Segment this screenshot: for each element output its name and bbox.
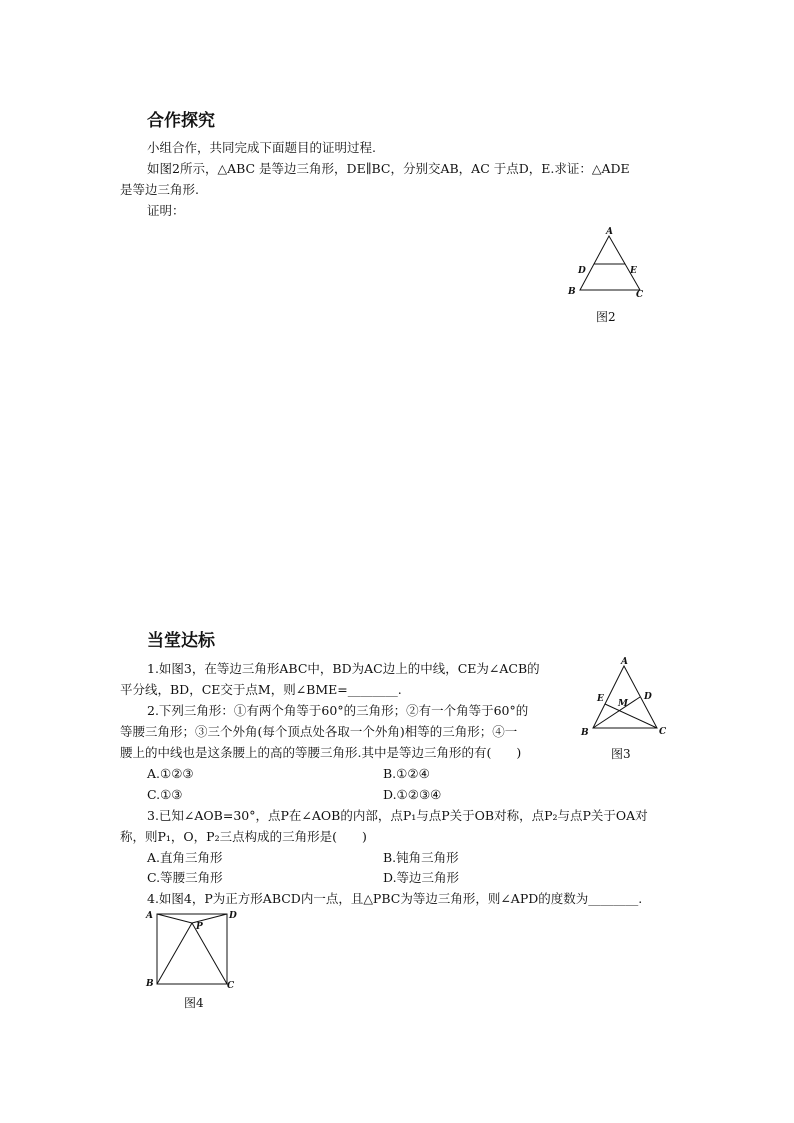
figure-2 (565, 226, 655, 306)
q1-line2: 平分线，BD，CE交于点M，则∠BME=________. (120, 682, 402, 697)
problem-text-line1: 如图2所示，△ABC 是等边三角形，DE∥BC，分别交AB，AC 于点D，E.求证：△ADE (147, 161, 630, 176)
figure3-label-m: M (618, 699, 628, 709)
figure4-label-d: D (229, 911, 237, 921)
q2-line3: 腰上的中线也是这条腰上的高的等腰三角形.其中是等边三角形的有( ) (120, 745, 522, 760)
q3-line2: 称，则P₁，O，P₂三点构成的三角形是( ) (120, 829, 367, 844)
figure3-label-d: D (644, 692, 652, 702)
proof-label: 证明： (147, 203, 185, 218)
section-heading-classroom-check: 当堂达标 (147, 631, 215, 651)
q4-line1: 4.如图4，P为正方形ABCD内一点，且△PBC为等边三角形，则∠APD的度数为________. (147, 891, 643, 906)
figure2-label-b: B (568, 287, 576, 297)
figure4-label-c: C (227, 981, 235, 991)
figure2-caption: 图2 (596, 310, 616, 324)
q2-option-c: C.①③ (147, 787, 183, 802)
figure3-caption: 图3 (611, 747, 631, 761)
figure4-square-abcd (157, 914, 227, 984)
q3-line1: 3.已知∠AOB=30°，点P在∠AOB的内部，点P₁与点P关于OB对称，点P₂与点P关于OA对 (147, 808, 648, 823)
q3-option-d: D.等边三角形 (383, 870, 460, 885)
figure2-label-e: E (630, 266, 637, 276)
figure4-segment-ap (157, 914, 192, 923)
figure4-label-a: A (146, 911, 153, 921)
figure4-label-b: B (146, 979, 154, 989)
figure4-segment-cp (192, 923, 227, 984)
q3-option-c: C.等腰三角形 (147, 870, 223, 885)
figure3-label-c: C (659, 727, 667, 737)
problem-text-line2: 是等边三角形. (120, 182, 199, 197)
q2-line1: 2.下列三角形：①有两个角等于60°的三角形；②有一个角等于60°的 (147, 703, 529, 718)
intro-text: 小组合作，共同完成下面题目的证明过程. (147, 140, 376, 155)
q2-option-d: D.①②③④ (383, 787, 442, 802)
figure3-label-b: B (581, 728, 589, 738)
q3-option-b: B.钝角三角形 (383, 850, 459, 865)
figure2-label-d: D (578, 266, 586, 276)
figure3-label-a: A (621, 657, 628, 667)
figure4-label-p: P (196, 922, 203, 932)
figure-4 (143, 906, 243, 996)
figure-3 (578, 656, 673, 740)
q3-option-a: A.直角三角形 (147, 850, 223, 865)
q2-line2: 等腰三角形；③三个外角(每个顶点处各取一个外角)相等的三角形；④一 (120, 724, 518, 739)
section-heading-cooperative-inquiry: 合作探究 (147, 111, 215, 131)
figure2-triangle-abc (580, 236, 640, 290)
figure2-label-a: A (606, 227, 613, 237)
figure4-caption: 图4 (184, 996, 204, 1010)
figure2-label-c: C (636, 290, 644, 300)
figure3-label-e: E (597, 694, 604, 704)
figure3-segment-ce (605, 704, 657, 728)
figure4-segment-bp (157, 923, 192, 984)
q1-line1: 1.如图3，在等边三角形ABC中，BD为AC边上的中线，CE为∠ACB的 (147, 661, 540, 676)
q2-option-a: A.①②③ (147, 766, 194, 781)
q2-option-b: B.①②④ (383, 766, 430, 781)
